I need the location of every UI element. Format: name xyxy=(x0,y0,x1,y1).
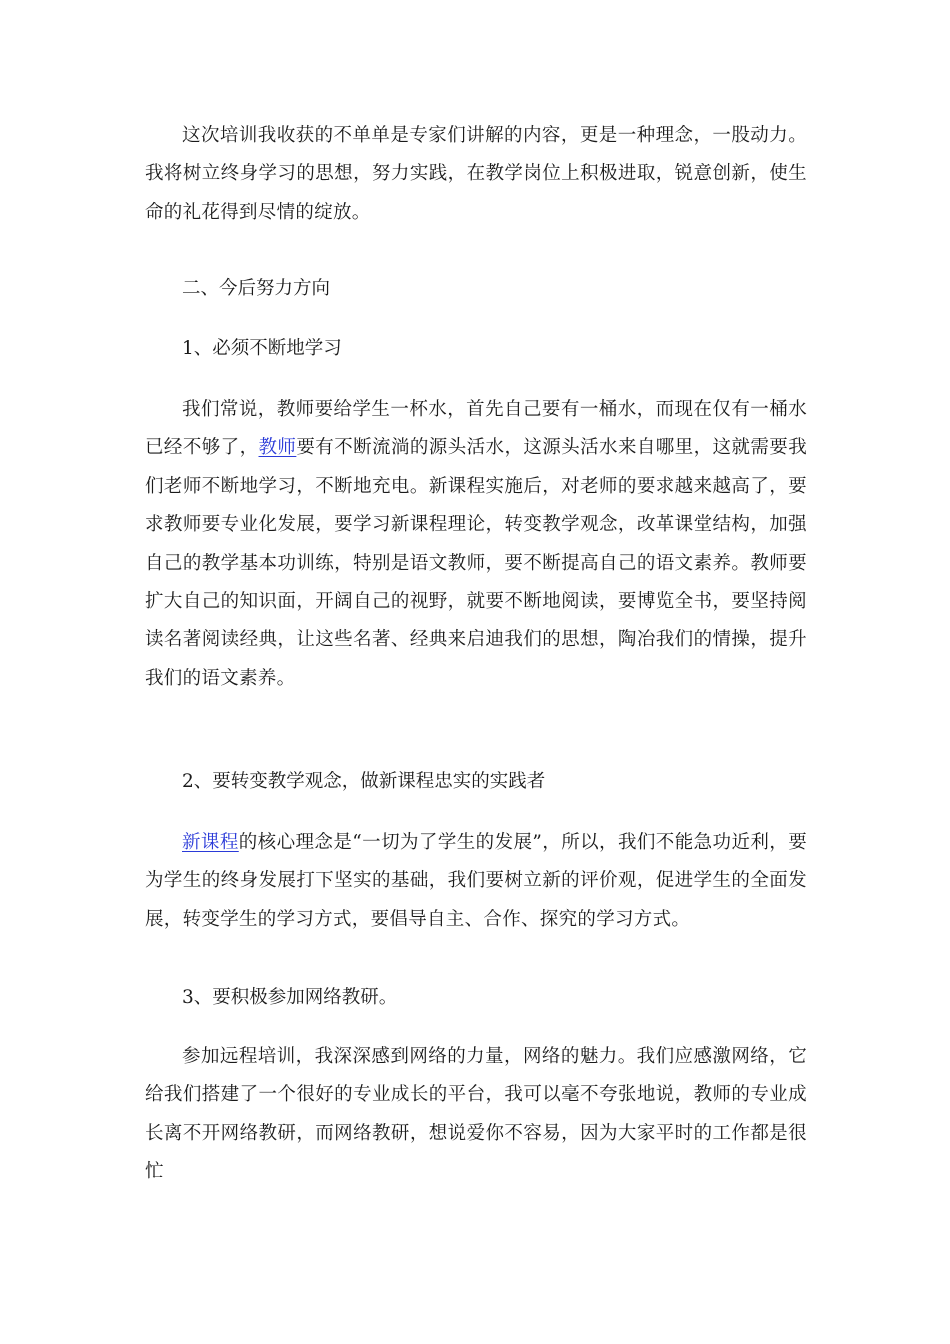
paragraph-online-research xyxy=(145,1038,807,1192)
section-heading-future-direction: 二、今后努力方向 xyxy=(182,278,331,299)
paragraph-text: 要有不断流淌的源头活水，这源头活水来自哪里，这就需要我们老师不断地学习，不断地充电。新课程实施后，对老师的要求越来越高了，要求教师要专业化发展，要学习新课程理论，转变教学观念，改革课堂结构，加强自己的教学基本功训练，特别是语文教师，要不断提高自己的语文素养。教师要扩大自己的知识面，开阔自己的视野，就要不断地阅读，要博览全书，要坚持阅读名著阅读经典，让这些名著、经典来启迪我们的思想，陶冶我们的情操，提升我们的语文素养。 xyxy=(145,437,807,689)
paragraph-keep-learning xyxy=(145,391,807,698)
link-teacher[interactable]: 教师 xyxy=(258,437,297,459)
item-heading-online-research: 3、要积极参加网络教研。 xyxy=(182,987,398,1008)
paragraph-text: 参加远程培训，我深深感到网络的力量，网络的魅力。我们应感激网络，它给我们搭建了一个很好的专业成长的平台，我可以毫不夸张地说，教师的专业成长离不开网络教研，而网络教研，想说爱你不容易，因为大家平时的工作都是很忙 xyxy=(145,1046,807,1183)
paragraph-text: 的核心理念是“一切为了学生的发展”，所以，我们不能急功近利，要为学生的终身发展打下坚实的基础，我们要树立新的评价观，促进学生的全面发展，转变学生的学习方式，要倡导自主、合作、探究的学习方式。 xyxy=(145,832,808,930)
paragraph-text: 这次培训我收获的不单单是专家们讲解的内容，更是一种理念，一股动力。我将树立终身学习的思想，努力实践，在教学岗位上积极进取，锐意创新，使生命的礼花得到尽情的绽放。 xyxy=(145,125,807,223)
link-new-curriculum[interactable]: 新课程 xyxy=(182,832,239,853)
paragraph-training-harvest xyxy=(145,117,807,232)
item-heading-keep-learning: 1、必须不断地学习 xyxy=(182,338,342,359)
paragraph-text: 我们常说，教师要给学生一杯水，首先自己要有一桶水，而现在仅有一桶水已经不够了， xyxy=(145,399,807,459)
paragraph-new-curriculum xyxy=(145,824,807,939)
item-heading-change-concept: 2、要转变教学观念，做新课程忠实的实践者 xyxy=(182,771,546,792)
